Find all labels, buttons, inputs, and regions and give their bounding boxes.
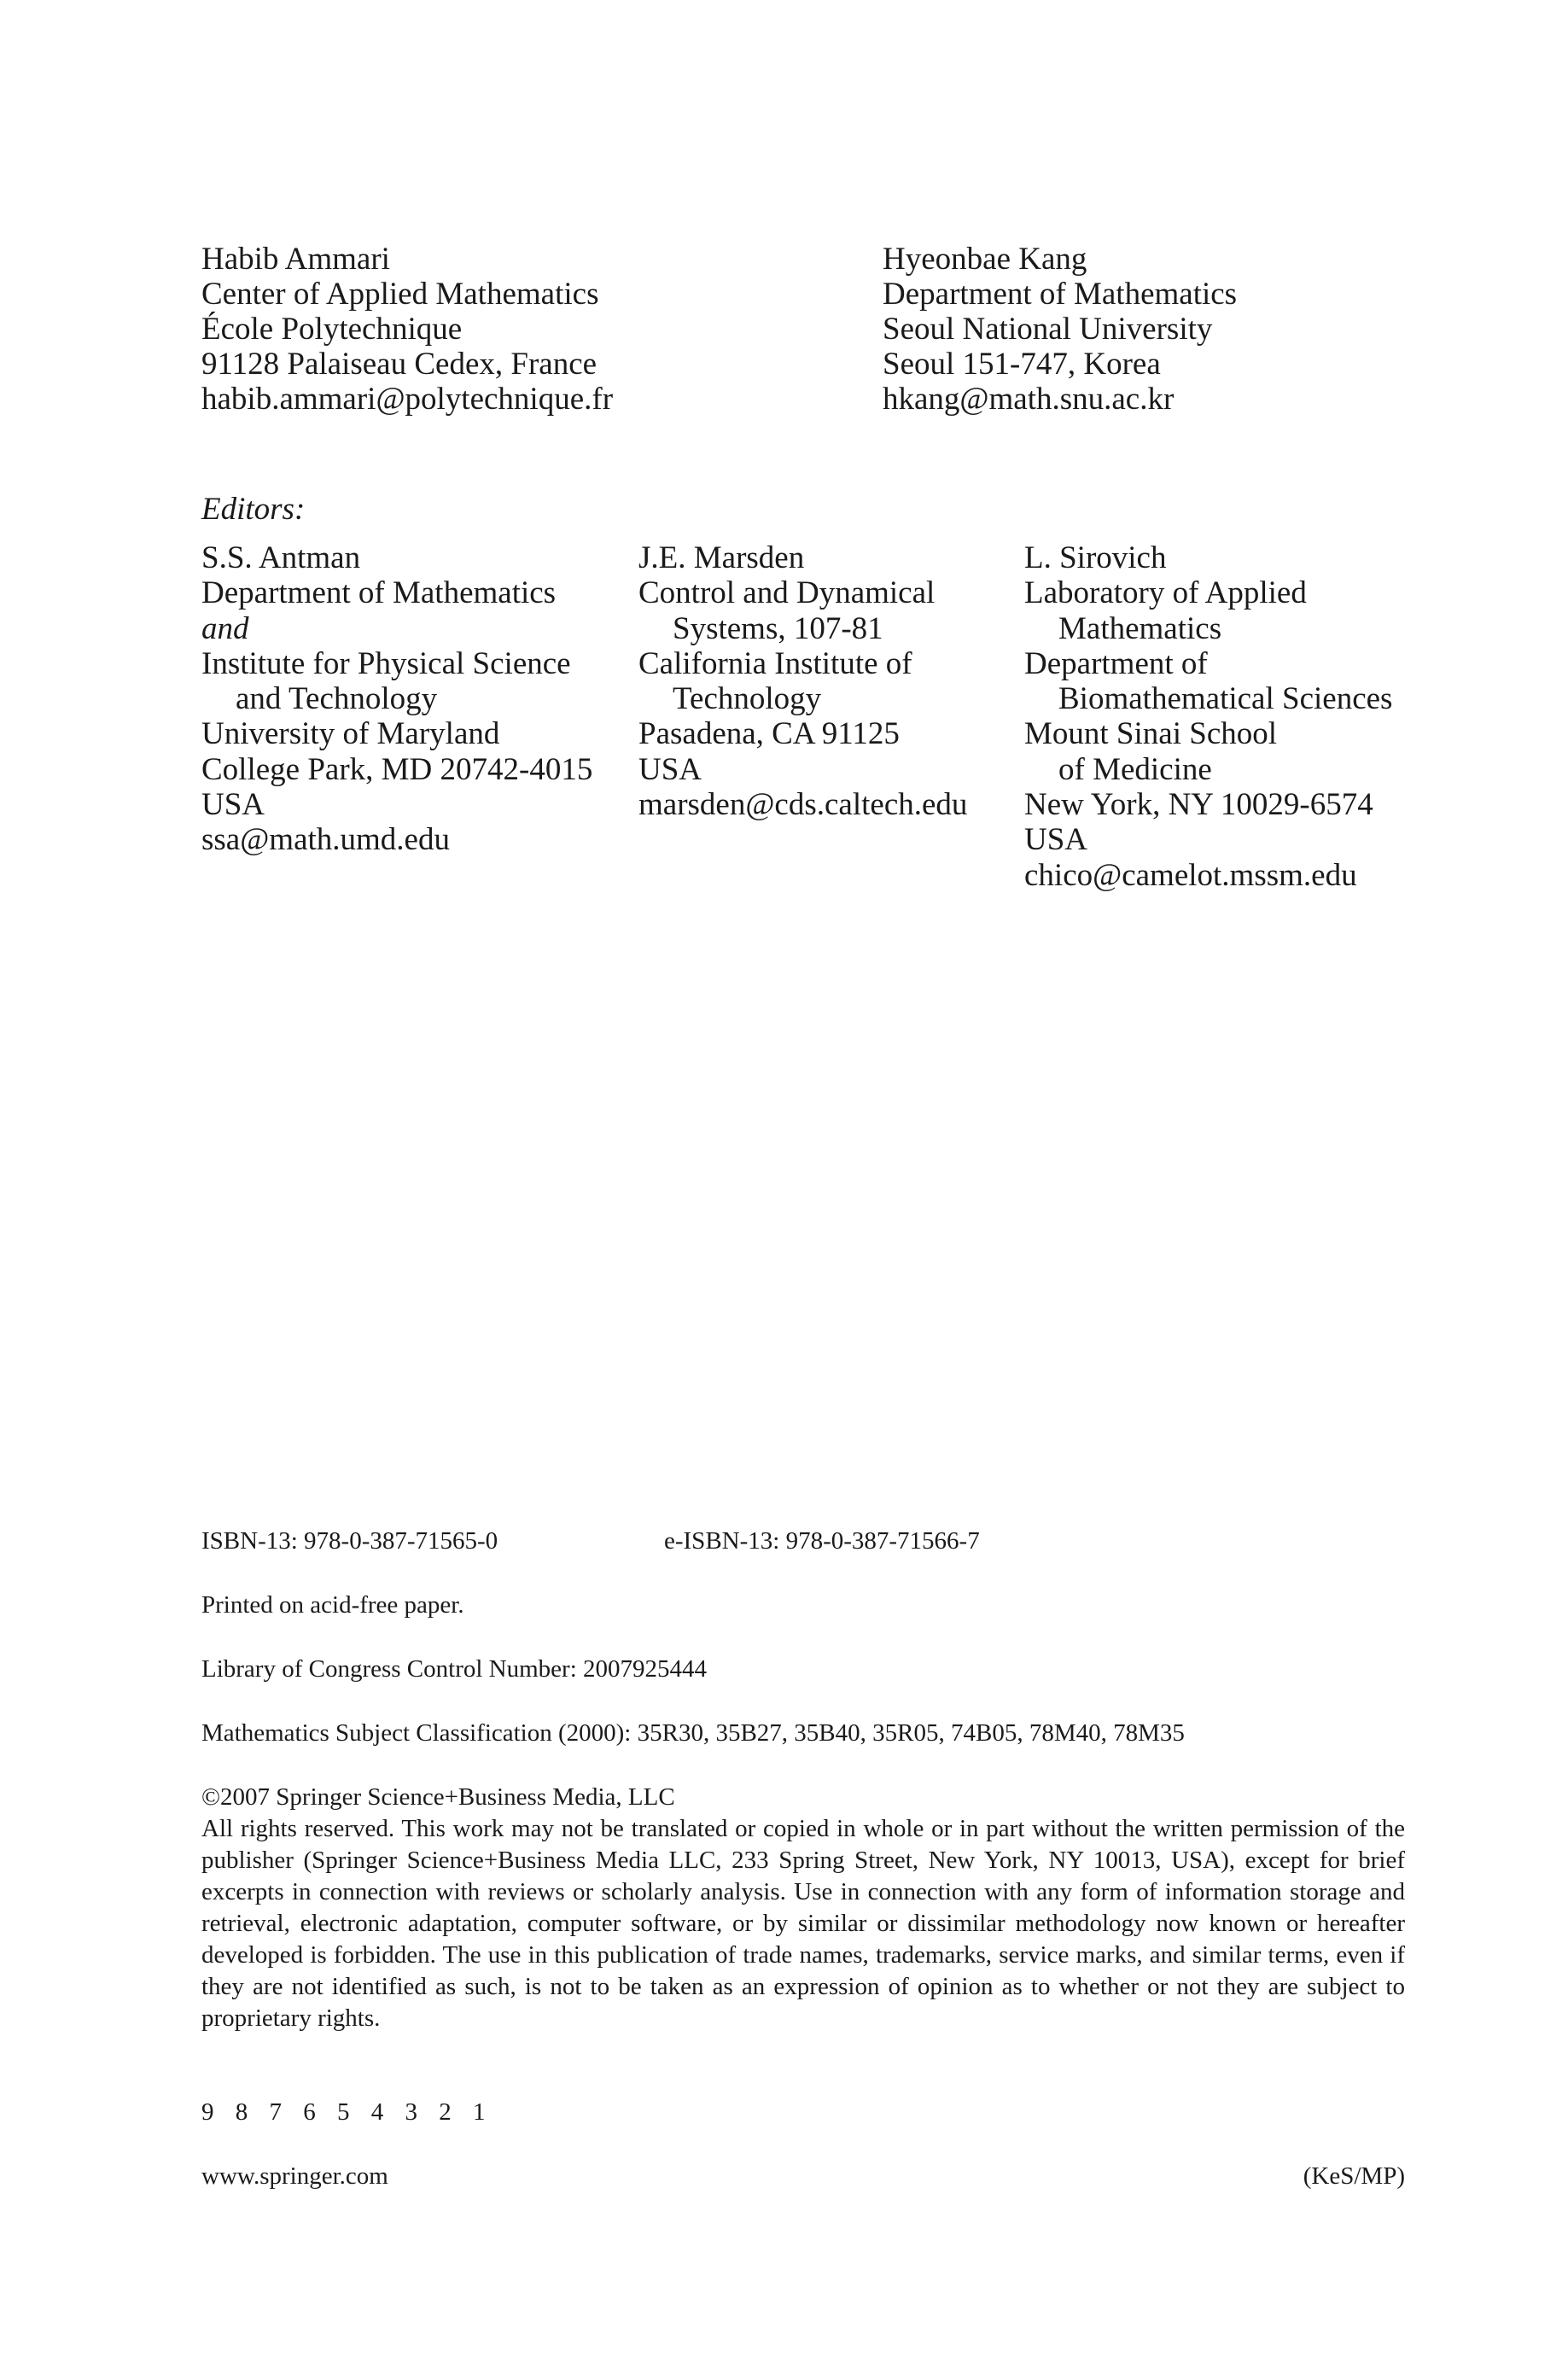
editor-line: and Technology <box>236 681 438 717</box>
acid-free-note: Printed on acid-free paper. <box>201 1591 464 1619</box>
editor-line: University of Maryland <box>201 716 500 752</box>
editor-line: Institute for Physical Science <box>201 645 571 681</box>
editor-line: Biomathematical Sciences <box>1058 681 1393 717</box>
editor-line: Control and Dynamical <box>638 575 936 611</box>
editors-label: Editors: <box>201 492 306 527</box>
editor-line: Laboratory of Applied <box>1024 575 1307 611</box>
author-affiliation: Department of Mathematics <box>883 277 1238 312</box>
editor-sirovich <box>1024 540 1392 893</box>
author-affiliation: Seoul National University <box>883 312 1213 347</box>
isbn: ISBN-13: 978-0-387-71565-0 <box>201 1527 498 1555</box>
publisher-website: www.springer.com <box>201 2162 388 2190</box>
editor-line: Mount Sinai School <box>1024 716 1278 752</box>
editor-line: Department of Mathematics <box>201 575 557 611</box>
copyright-line: ©2007 Springer Science+Business Media, LLC <box>201 1783 675 1811</box>
editor-line: California Institute of <box>638 645 912 681</box>
editor-email: chico@camelot.mssm.edu <box>1024 857 1357 893</box>
author-name: Hyeonbae Kang <box>883 242 1087 277</box>
editor-name: L. Sirovich <box>1024 540 1167 575</box>
editor-line: USA <box>638 751 702 787</box>
editor-line: Systems, 107-81 <box>673 610 883 646</box>
editor-line: Mathematics <box>1058 610 1222 646</box>
editor-line: of Medicine <box>1058 751 1212 787</box>
editor-name: S.S. Antman <box>201 540 361 575</box>
author-kang <box>883 242 1237 417</box>
e-isbn: e-ISBN-13: 978-0-387-71566-7 <box>664 1527 980 1555</box>
editor-conjunction: and <box>201 610 249 646</box>
editor-antman <box>201 540 592 858</box>
author-name: Habib Ammari <box>201 242 390 277</box>
lccn: Library of Congress Control Number: 2007925444 <box>201 1655 708 1683</box>
author-ammari <box>201 242 613 417</box>
author-affiliation: École Polytechnique <box>201 312 463 347</box>
editor-name: J.E. Marsden <box>638 540 805 575</box>
author-email: hkang@math.snu.ac.kr <box>883 382 1175 417</box>
editor-line: Pasadena, CA 91125 <box>638 716 900 752</box>
editor-line: USA <box>201 787 265 823</box>
editor-email: ssa@math.umd.edu <box>201 822 450 858</box>
editor-marsden <box>638 540 967 822</box>
editor-line: New York, NY 10029-6574 <box>1024 787 1373 823</box>
editor-line: College Park, MD 20742-4015 <box>201 751 593 787</box>
subject-classification: Mathematics Subject Classification (2000): 35R30, 35B27, 35B40, 35R05, 74B05, 78M40, 78M35 <box>201 1719 1185 1747</box>
rights-statement: All rights reserved. This work may not be translated or copied in whole or in part without the written permission of the publisher (Springer Science+Business Media LLC, 233 Spring Street, New York, NY 10013, USA), except for brief excerpts in connection with reviews or scholarly analysis. Use in connection with any form of information storage and retrieval, electronic adaptation, computer software, or by similar or dissimilar methodology now known or hereafter developed is forbidden. The use in this publication of trade names, trademarks, service marks, and similar terms, even if they are not identified as such, is not to be taken as an expression of opinion as to whether or not they are subject to proprietary rights. <box>201 1815 1405 2032</box>
editor-email: marsden@cds.caltech.edu <box>638 787 968 823</box>
author-address: 91128 Palaiseau Cedex, France <box>201 347 597 382</box>
printing-line: 9 8 7 6 5 4 3 2 1 <box>201 2098 493 2126</box>
author-address: Seoul 151-747, Korea <box>883 347 1161 382</box>
author-affiliation: Center of Applied Mathematics <box>201 277 599 312</box>
editor-line: Department of <box>1024 645 1208 681</box>
editor-line: Technology <box>673 681 822 717</box>
production-code: (KeS/MP) <box>1303 2162 1405 2190</box>
author-email: habib.ammari@polytechnique.fr <box>201 382 614 417</box>
editor-line: USA <box>1024 822 1088 858</box>
editor-line <box>201 611 592 646</box>
